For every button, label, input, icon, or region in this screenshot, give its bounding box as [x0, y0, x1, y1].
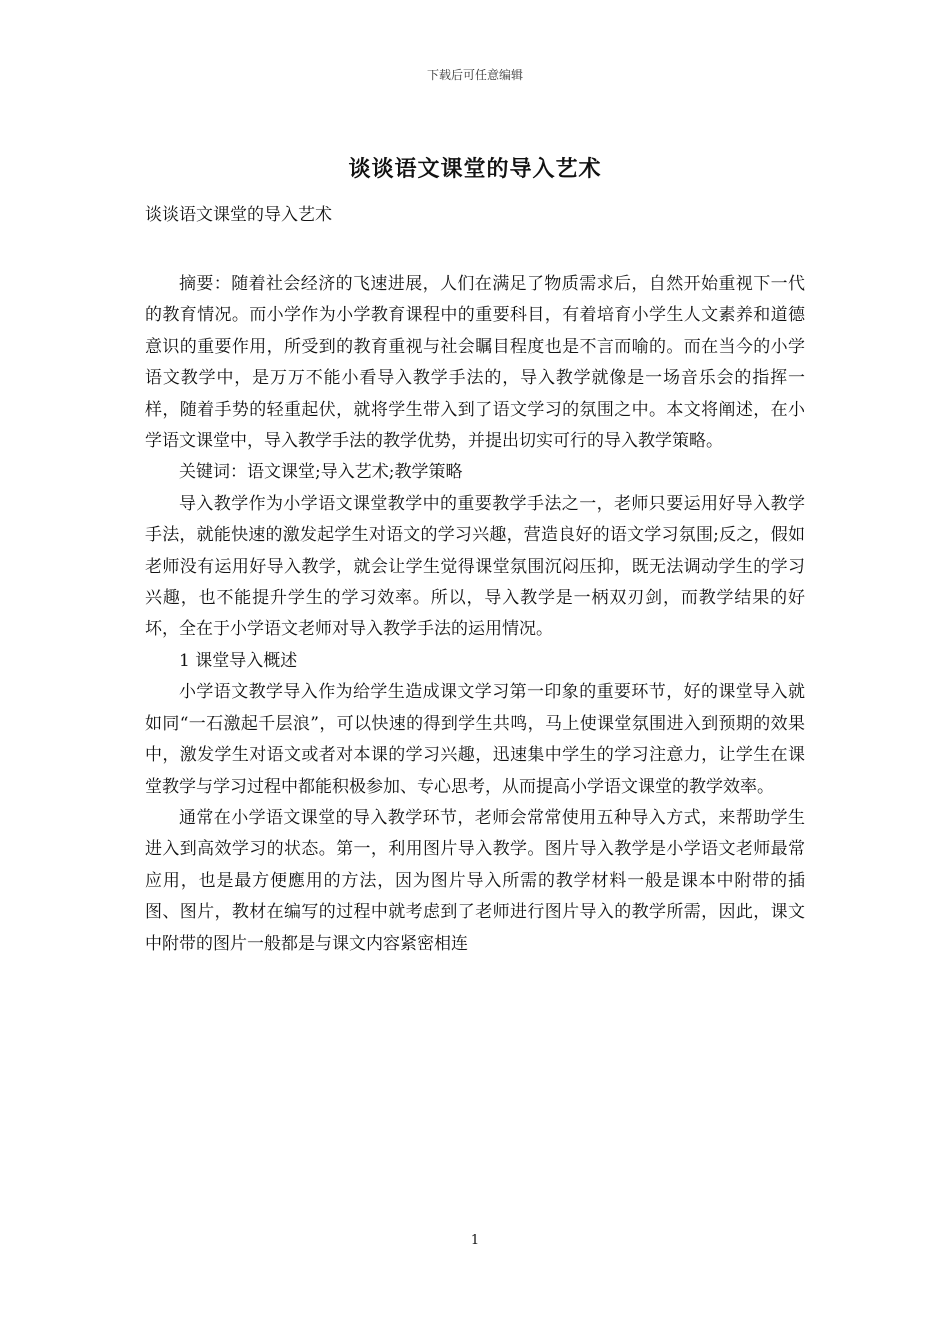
body-paragraph: 小学语文教学导入作为给学生造成课文学习第一印象的重要环节，好的课堂导入就如同“一石激起千层浪”，可以快速的得到学生共鸣，马上使课堂氛围进入到预期的效果中，激发学生对语文或者对本课的学习兴趣，迅速集中学生的学习注意力，让学生在课堂教学与学习过程中都能积极参加、专心思考，从而提高小学语文课堂的教学效率。 — [145, 682, 805, 797]
intro-paragraph: 导入教学作为小学语文课堂教学中的重要教学手法之一，老师只要运用好导入教学手法，就能快速的激发起学生对语文的学习兴趣，营造良好的语文学习氛围;反之，假如老师没有运用好导入教学，就会让学生觉得课堂氛围沉闷压抑，既无法调动学生的学习兴趣，也不能提升学生的学习效率。所以，导入教学是一柄双刃剑，而教学结果的好坏，全在于小学语文老师对导入教学手法的运用情况。 — [145, 493, 805, 640]
header-note: 下载后可任意编辑 — [426, 68, 523, 82]
body-paragraph: 通常在小学语文课堂的导入教学环节，老师会常常使用五种导入方式，来帮助学生进入到高效学习的状态。第一，利用图片导入教学。图片导入教学是小学语文老师最常应用，也是最方便應用的方法，因为图片导入所需的教学材料一般是课本中附带的插图、图片，教材在编写的过程中就考虑到了老师进行图片导入的教学所需，因此，课文中附带的图片一般都是与课文内容紧密相连 — [145, 807, 805, 954]
document-title: 谈谈语文课堂的导入艺术 — [348, 156, 602, 182]
page-number: 1 — [470, 1233, 480, 1248]
document-body — [145, 269, 805, 960]
keywords-paragraph: 关键词：语文课堂;导入艺术;教学策略 — [179, 462, 463, 483]
section-heading: 1 课堂导入概述 — [179, 650, 298, 671]
abstract-paragraph: 摘要：随着社会经济的飞速进展，人们在满足了物质需求后，自然开始重视下一代的教育情况。而小学作为小学教育课程中的重要科目，有着培育小学生人文素养和道德意识的重要作用，所受到的教育重视与社会瞩目程度也是不言而喻的。而在当今的小学语文教学中，是万万不能小看导入教学手法的，导入教学就像是一场音乐会的指挥一样，随着手势的轻重起伏，就将学生带入到了语文学习的氛围之中。本文将阐述，在小学语文课堂中，导入教学手法的教学优势，并提出切实可行的导入教学策略。 — [145, 274, 805, 452]
document-subtitle: 谈谈语文课堂的导入艺术 — [145, 205, 332, 225]
